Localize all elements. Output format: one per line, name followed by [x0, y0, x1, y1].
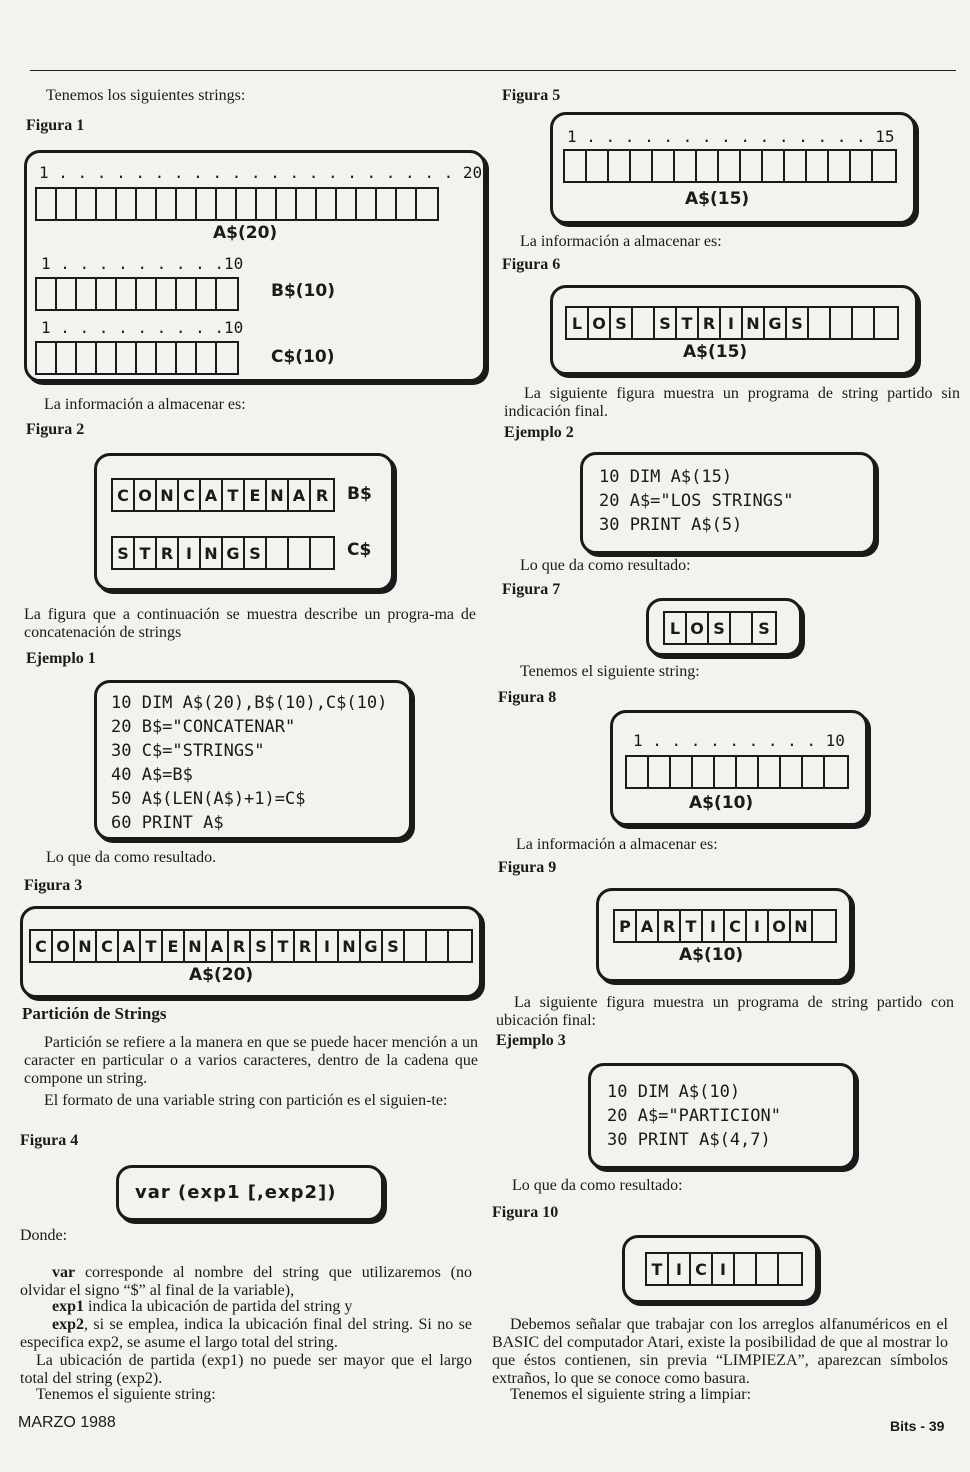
code-1: 10 DIM A$(20),B$(10),C$(10) 20 B$="CONCATENAR" 30 C$="STRINGS" 40 A$=B$ 50 A$(LEN(A$)+1)=C$ 60 PRINT A$: [111, 693, 388, 833]
cells-15: [563, 149, 897, 183]
char-cell: [809, 308, 831, 338]
char-cell: S: [245, 538, 267, 568]
char-cell: N: [743, 308, 765, 338]
figure-7-box: [646, 598, 802, 656]
label-a15-b: A$(15): [683, 342, 748, 362]
definition-var: var corresponde al nombre del string que utilizaremos (no olvidar el signo “$” al final de la variable),: [20, 1264, 472, 1299]
char-cell: I: [669, 1254, 691, 1284]
char-cell: S: [758, 618, 770, 638]
ruler-b: 1 . . . . . . . . .10: [41, 254, 244, 273]
figure-5-title: Figura 5: [502, 87, 561, 104]
ruler-a: 1 . . . . . . . . . . . . . . . . . . . . . 20: [39, 163, 483, 182]
char-cell: S: [113, 538, 135, 568]
cells-concatenarstrings: [29, 929, 473, 963]
char-cell: [779, 1254, 801, 1284]
figure-4-title: Figura 4: [20, 1132, 79, 1149]
cells-a: [35, 187, 439, 221]
paragraph-5: Debemos señalar que trabajar con los arreglos alfanuméricos en el BASIC del computador Atari, existe la posibilidad de que al mostrar lo que éstos contienen, sin previa “LIMPIEZA”, aparezcan símbolos extraños, lo que se conoce como basura.: [492, 1316, 948, 1387]
char-cell: E: [245, 480, 267, 510]
char-cell: L: [567, 308, 589, 338]
char-cell: S: [383, 931, 405, 961]
char-cell: S: [611, 308, 633, 338]
char-cell: I: [179, 538, 201, 568]
char-cell: S: [251, 931, 273, 961]
definition-exp2: exp2, si se emplea, indica la ubicación final del string. Si no se especifica exp2, se asume el largo total del string.: [20, 1316, 472, 1351]
char-cell: S: [709, 613, 731, 643]
example-3-title: Ejemplo 3: [496, 1032, 566, 1049]
example-3-box: [588, 1063, 856, 1169]
char-cell: [427, 931, 449, 961]
char-cell: I: [713, 1254, 735, 1284]
section-heading: Partición de Strings: [22, 1004, 167, 1023]
char-cell: L: [665, 613, 687, 643]
paragraph-3: La ubicación de partida (exp1) no puede ser mayor que el largo total del string (exp2).: [20, 1352, 472, 1387]
figure-9-box: [596, 888, 852, 982]
paragraph-4: Tenemos el siguiente string:: [36, 1386, 216, 1403]
figure-1-box: [24, 150, 486, 382]
syntax-text: var (exp1 [,exp2]): [135, 1182, 337, 1203]
footer-date: MARZO 1988: [18, 1414, 116, 1431]
char-cell: [405, 931, 427, 961]
char-cell: N: [791, 911, 813, 941]
char-cell: A: [289, 480, 311, 510]
figure-1-title: Figura 1: [26, 117, 85, 134]
char-cell: G: [765, 308, 787, 338]
label-a10: A$(10): [689, 793, 754, 813]
char-cell: [813, 911, 835, 941]
example-2-box: [580, 452, 876, 554]
char-cell: C: [179, 480, 201, 510]
info-text-1: La información a almacenar es:: [44, 396, 246, 413]
char-cell: O: [769, 911, 791, 941]
char-cell: T: [135, 538, 157, 568]
char-cell: R: [659, 911, 681, 941]
char-cell: O: [135, 480, 157, 510]
result-text-2: Lo que da como resultado:: [520, 557, 691, 574]
char-cell: G: [361, 931, 383, 961]
ruler-15: 1 . . . . . . . . . . . . . . . 15: [567, 127, 895, 146]
char-cell: A: [119, 931, 141, 961]
char-cell: N: [201, 538, 223, 568]
info-text-3: La información a almacenar es:: [516, 836, 718, 853]
figure-2-box: [94, 453, 394, 591]
char-cell: O: [687, 613, 709, 643]
code-2: 10 DIM A$(15) 20 A$="LOS STRINGS" 30 PRINT A$(5): [599, 467, 794, 535]
char-cell: S: [787, 308, 809, 338]
char-cell: N: [75, 931, 97, 961]
char-cell: A: [201, 480, 223, 510]
tenemos-text: Tenemos el siguiente string:: [520, 663, 700, 680]
char-cell: T: [273, 931, 295, 961]
label-c: C$(10): [271, 347, 335, 367]
figure-6-title: Figura 6: [502, 256, 561, 273]
char-cell: C: [113, 480, 135, 510]
intro-text: Tenemos los siguientes strings:: [46, 87, 246, 104]
figure-6-box: [550, 285, 918, 375]
paragraph-2: El formato de una variable string con partición es el siguien-te:: [44, 1092, 448, 1109]
result-text-1: Lo que da como resultado.: [46, 849, 217, 866]
cells-los-strings: [565, 306, 899, 340]
definition-exp1: exp1 indica la ubicación de partida del string y: [52, 1298, 353, 1315]
label-b-dollar: B$: [347, 484, 372, 504]
char-cell: O: [589, 308, 611, 338]
char-cell: R: [229, 931, 251, 961]
char-cell: [311, 538, 333, 568]
cells-concatenar: [111, 478, 335, 512]
char-cell: [289, 538, 311, 568]
char-cell: [633, 308, 655, 338]
char-cell: [449, 931, 471, 961]
ruler-c: 1 . . . . . . . . .10: [41, 318, 244, 337]
char-cell: [757, 1254, 779, 1284]
char-cell: P: [615, 911, 637, 941]
cells-particion: [613, 909, 837, 943]
cells-tici: [645, 1252, 803, 1286]
char-cell: I: [747, 911, 769, 941]
cells-strings: [111, 536, 335, 570]
char-cell: C: [725, 911, 747, 941]
paragraph-6: Tenemos el siguiente string a limpiar:: [510, 1386, 752, 1403]
char-cell: [853, 308, 875, 338]
figure-9-title: Figura 9: [498, 859, 557, 876]
char-cell: [731, 613, 753, 643]
figure-10-title: Figura 10: [492, 1204, 559, 1221]
char-cell: C: [31, 931, 53, 961]
figure-2-title: Figura 2: [26, 421, 85, 438]
example-1-title: Ejemplo 1: [26, 650, 96, 667]
figure-8-box: [610, 710, 868, 826]
cells-10: [625, 755, 849, 789]
char-cell: G: [223, 538, 245, 568]
char-cell: N: [157, 480, 179, 510]
char-cell: [735, 1254, 757, 1284]
char-cell: T: [223, 480, 245, 510]
figure-10-box: [622, 1235, 818, 1303]
char-cell: N: [339, 931, 361, 961]
char-cell: T: [141, 931, 163, 961]
figure-4-box: [116, 1165, 384, 1221]
char-cell: A: [637, 911, 659, 941]
char-cell: I: [703, 911, 725, 941]
figure-3-box: [20, 906, 482, 998]
char-cell: [267, 538, 289, 568]
char-cell: [831, 308, 853, 338]
figure-5-box: [550, 112, 916, 224]
char-cell: R: [157, 538, 179, 568]
example-1-box: [94, 680, 412, 840]
label-b: B$(10): [271, 281, 335, 301]
label-c-dollar: C$: [347, 540, 372, 560]
char-cell: T: [647, 1254, 669, 1284]
figure-3-title: Figura 3: [24, 877, 83, 894]
description-1: La figura que a continuación se muestra describe un progra-ma de concatenación de strings: [24, 606, 476, 641]
char-cell: R: [295, 931, 317, 961]
char-cell: A: [207, 931, 229, 961]
char-cell: C: [691, 1254, 713, 1284]
code-3: 10 DIM A$(10) 20 A$="PARTICION" 30 PRINT A$(4,7): [607, 1082, 781, 1150]
char-cell: T: [677, 308, 699, 338]
footer-page: Bits - 39: [890, 1418, 945, 1434]
char-cell: O: [53, 931, 75, 961]
description-3: La siguiente figura muestra un programa de string partido con ubicación final:: [496, 994, 954, 1029]
donde-text: Donde:: [20, 1227, 68, 1244]
char-cell: N: [185, 931, 207, 961]
char-cell: R: [699, 308, 721, 338]
cells-los-s: [663, 611, 777, 645]
char-cell: T: [681, 911, 703, 941]
char-cell: I: [721, 308, 743, 338]
result-text-3: Lo que da como resultado:: [512, 1177, 683, 1194]
description-2: La siguiente figura muestra un programa de string partido sin indicación final.: [504, 385, 960, 420]
top-rule: [30, 70, 956, 71]
char-cell: E: [163, 931, 185, 961]
char-cell: I: [317, 931, 339, 961]
figure-7-title: Figura 7: [502, 581, 561, 598]
cells-c: [35, 341, 239, 375]
example-2-title: Ejemplo 2: [504, 424, 574, 441]
paragraph-1: Partición se refiere a la manera en que se puede hacer mención a un caracter en particular o a varios caracteres, dentro de la cadena que compone un string.: [24, 1034, 478, 1087]
char-cell: C: [97, 931, 119, 961]
label-a: A$(20): [213, 223, 278, 243]
info-text-2: La información a almacenar es:: [520, 233, 722, 250]
label-a10-b: A$(10): [679, 945, 744, 965]
ruler-10: 1 . . . . . . . . . 10: [633, 731, 845, 750]
char-cell: R: [315, 485, 329, 505]
char-cell: [875, 308, 897, 338]
figure-8-title: Figura 8: [498, 689, 557, 706]
label-a15: A$(15): [685, 189, 750, 209]
label-a20: A$(20): [189, 965, 254, 985]
char-cell: S: [655, 308, 677, 338]
char-cell: N: [267, 480, 289, 510]
cells-b: [35, 277, 239, 311]
